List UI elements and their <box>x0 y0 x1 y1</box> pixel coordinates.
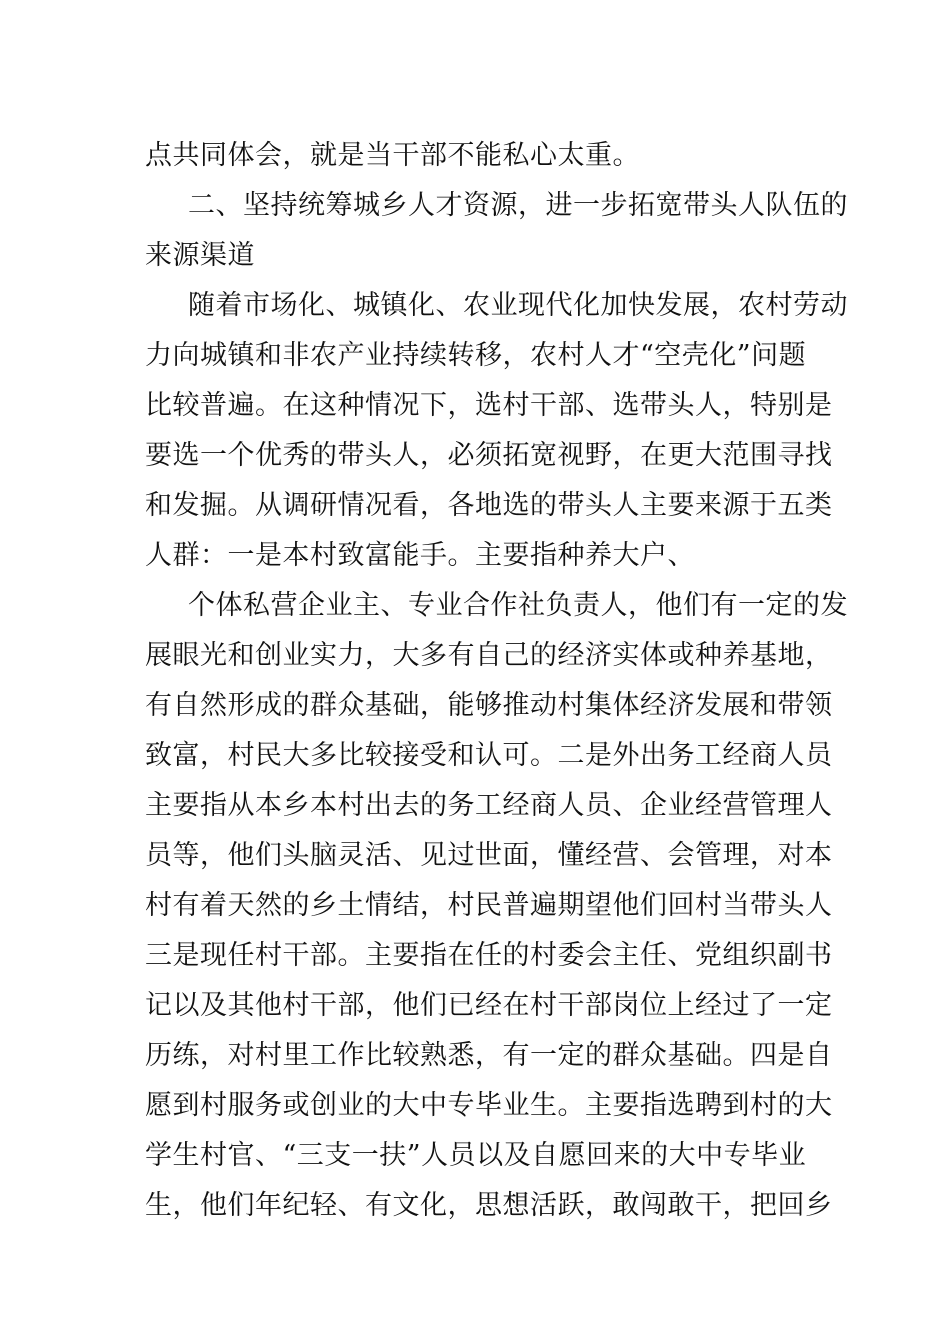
paragraph-line: 要选一个优秀的带头人，必须拓宽视野，在更大范围寻找 <box>145 440 833 471</box>
paragraph-line: 员等，他们头脑灵活、见过世面，懂经营、会管理，对本 <box>145 840 833 871</box>
paragraph-line: 愿到村服务或创业的大中专毕业生。主要指选聘到村的大 <box>145 1090 833 1121</box>
paragraph-line: 和发掘。从调研情况看，各地选的带头人主要来源于五类 <box>145 490 833 521</box>
paragraph-line: 力向城镇和非农产业持续转移，农村人才“空壳化”问题 <box>145 340 807 371</box>
paragraph-line: 点共同体会，就是当干部不能私心太重。 <box>145 140 640 171</box>
paragraph-line: 个体私营企业主、专业合作社负责人，他们有一定的发 <box>188 590 848 621</box>
paragraph-line: 主要指从本乡本村出去的务工经商人员、企业经营管理人 <box>145 790 833 821</box>
paragraph-line: 比较普遍。在这种情况下，选村干部、选带头人，特别是 <box>145 390 833 421</box>
paragraph-line: 致富，村民大多比较接受和认可。二是外出务工经商人员 <box>145 740 833 771</box>
section-heading-line: 来源渠道 <box>145 240 255 271</box>
paragraph-line: 展眼光和创业实力，大多有自己的经济实体或种养基地， <box>145 640 833 671</box>
section-heading-line: 二、坚持统筹城乡人才资源，进一步拓宽带头人队伍的 <box>188 190 848 221</box>
paragraph-line: 生，他们年纪轻、有文化，思想活跃，敢闯敢干，把回乡 <box>145 1190 833 1221</box>
paragraph-line: 随着市场化、城镇化、农业现代化加快发展，农村劳动 <box>188 290 848 321</box>
paragraph-line: 村有着天然的乡土情结，村民普遍期望他们回村当带头人 <box>145 890 833 921</box>
paragraph-line: 学生村官、“三支一扶”人员以及自愿回来的大中专毕业 <box>145 1140 807 1171</box>
paragraph-line: 历练，对村里工作比较熟悉，有一定的群众基础。四是自 <box>145 1040 833 1071</box>
paragraph-line: 人群：一是本村致富能手。主要指种养大户、 <box>145 540 695 571</box>
paragraph-line: 三是现任村干部。主要指在任的村委会主任、党组织副书 <box>145 940 833 971</box>
paragraph-line: 记以及其他村干部，他们已经在村干部岗位上经过了一定 <box>145 990 833 1021</box>
paragraph-line: 有自然形成的群众基础，能够推动村集体经济发展和带领 <box>145 690 833 721</box>
